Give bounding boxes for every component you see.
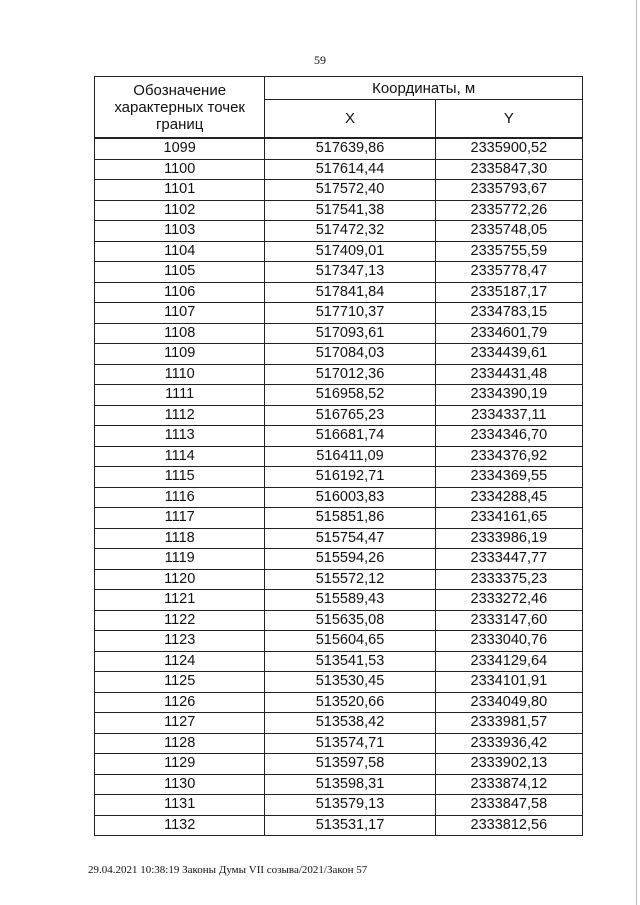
point-id-cell: 1105: [95, 262, 265, 283]
point-header-line-1: Обозначение: [133, 81, 227, 99]
point-header-line-3: границ: [155, 115, 204, 133]
x-coordinate-cell: 517347,13: [265, 262, 435, 283]
y-coordinate-cell: 2333812,56: [435, 815, 582, 836]
point-id-cell: 1111: [95, 385, 265, 406]
table-row: [95, 610, 583, 631]
y-coordinate-cell: 2334101,91: [435, 672, 582, 693]
y-coordinate-cell: 2333447,77: [435, 549, 582, 570]
point-id-cell: 1116: [95, 487, 265, 508]
table-row: [95, 774, 583, 795]
point-id-cell: 1115: [95, 467, 265, 488]
point-id-cell: 1114: [95, 446, 265, 467]
y-coordinate-cell: 2333981,57: [435, 713, 582, 734]
x-coordinate-cell: 515851,86: [265, 508, 435, 529]
table-row: [95, 159, 583, 180]
table-row: [95, 385, 583, 406]
y-coordinate-cell: 2335772,26: [435, 200, 582, 221]
point-id-cell: 1108: [95, 323, 265, 344]
y-coordinate-cell: 2333147,60: [435, 610, 582, 631]
x-coordinate-cell: 517012,36: [265, 364, 435, 385]
y-coordinate-cell: 2334346,70: [435, 426, 582, 447]
table-row: [95, 815, 583, 836]
table-row: [95, 631, 583, 652]
point-id-cell: 1100: [95, 159, 265, 180]
point-id-cell: 1125: [95, 672, 265, 693]
table-row: [95, 754, 583, 775]
table-row: [95, 508, 583, 529]
y-coordinate-cell: 2334376,92: [435, 446, 582, 467]
point-id-cell: 1121: [95, 590, 265, 611]
table-row: [95, 426, 583, 447]
table-row: [95, 528, 583, 549]
y-coordinate-cell: 2335900,52: [435, 138, 582, 159]
x-coordinate-cell: 516411,09: [265, 446, 435, 467]
table-row: [95, 569, 583, 590]
y-coordinate-cell: 2333986,19: [435, 528, 582, 549]
x-coordinate-cell: 516681,74: [265, 426, 435, 447]
table-row: [95, 651, 583, 672]
x-coordinate-cell: 513538,42: [265, 713, 435, 734]
point-id-cell: 1129: [95, 754, 265, 775]
table-row: [95, 672, 583, 693]
point-id-cell: 1112: [95, 405, 265, 426]
x-coordinate-cell: 516192,71: [265, 467, 435, 488]
point-id-cell: 1120: [95, 569, 265, 590]
point-id-cell: 1107: [95, 303, 265, 324]
x-coordinate-cell: 513530,45: [265, 672, 435, 693]
point-id-cell: 1122: [95, 610, 265, 631]
point-id-cell: 1128: [95, 733, 265, 754]
table-row: [95, 221, 583, 242]
x-coordinate-cell: 515572,12: [265, 569, 435, 590]
y-coordinate-cell: 2335755,59: [435, 241, 582, 262]
point-id-cell: 1117: [95, 508, 265, 529]
table-row: [95, 200, 583, 221]
y-coordinate-cell: 2333272,46: [435, 590, 582, 611]
y-coordinate-cell: 2333936,42: [435, 733, 582, 754]
y-coordinate-cell: 2335847,30: [435, 159, 582, 180]
x-coordinate-cell: 517639,86: [265, 138, 435, 159]
x-coordinate-cell: 517541,38: [265, 200, 435, 221]
y-coordinate-cell: 2333040,76: [435, 631, 582, 652]
table-row: [95, 467, 583, 488]
point-id-cell: 1127: [95, 713, 265, 734]
point-id-cell: 1102: [95, 200, 265, 221]
x-coordinate-cell: 513579,13: [265, 795, 435, 816]
y-coordinate-cell: 2334337,11: [435, 405, 582, 426]
table-row: [95, 446, 583, 467]
table-row: [95, 795, 583, 816]
table-row: [95, 180, 583, 201]
page-edge-line: [636, 0, 637, 905]
coordinates-table: [94, 76, 583, 836]
y-coordinate-cell: 2334049,80: [435, 692, 582, 713]
x-coordinate-cell: 513520,66: [265, 692, 435, 713]
y-coordinate-cell: 2334369,55: [435, 467, 582, 488]
point-header-line-2: характерных точек: [114, 98, 245, 116]
x-coordinate-cell: 516003,83: [265, 487, 435, 508]
x-coordinate-cell: 515635,08: [265, 610, 435, 631]
footer-stamp: 29.04.2021 10:38:19 Законы Думы VII созыва/2021/Закон 57: [88, 864, 368, 876]
point-id-cell: 1126: [95, 692, 265, 713]
table-row: [95, 692, 583, 713]
y-coordinate-cell: 2334431,48: [435, 364, 582, 385]
table-row: [95, 549, 583, 570]
point-id-cell: 1109: [95, 344, 265, 365]
point-id-cell: 1130: [95, 774, 265, 795]
point-id-cell: 1113: [95, 426, 265, 447]
table-row: [95, 590, 583, 611]
y-coordinate-cell: 2333874,12: [435, 774, 582, 795]
x-coordinate-cell: 513574,71: [265, 733, 435, 754]
x-coordinate-cell: 513597,58: [265, 754, 435, 775]
y-coordinate-cell: 2335793,67: [435, 180, 582, 201]
x-coordinate-cell: 515594,26: [265, 549, 435, 570]
table-row: [95, 344, 583, 365]
point-id-cell: 1124: [95, 651, 265, 672]
page-number: 59: [314, 53, 326, 67]
table-row: [95, 487, 583, 508]
table-row: [95, 138, 583, 159]
point-id-cell: 1119: [95, 549, 265, 570]
point-id-cell: 1118: [95, 528, 265, 549]
y-coordinate-cell: 2333847,58: [435, 795, 582, 816]
point-id-cell: 1110: [95, 364, 265, 385]
y-header: Y: [435, 100, 582, 138]
point-designation-header: [95, 77, 265, 139]
x-coordinate-cell: 517614,44: [265, 159, 435, 180]
x-coordinate-cell: 516765,23: [265, 405, 435, 426]
x-coordinate-cell: 517093,61: [265, 323, 435, 344]
table-header: [95, 77, 583, 139]
table-body: [95, 138, 583, 836]
y-coordinate-cell: 2334161,65: [435, 508, 582, 529]
x-coordinate-cell: 517710,37: [265, 303, 435, 324]
point-id-cell: 1131: [95, 795, 265, 816]
point-id-cell: 1103: [95, 221, 265, 242]
table-row: [95, 241, 583, 262]
x-coordinate-cell: 513531,17: [265, 815, 435, 836]
coordinates-header: Координаты, м: [265, 77, 583, 100]
x-coordinate-cell: 513598,31: [265, 774, 435, 795]
point-id-cell: 1101: [95, 180, 265, 201]
x-coordinate-cell: 517472,32: [265, 221, 435, 242]
table-row: [95, 282, 583, 303]
x-coordinate-cell: 517409,01: [265, 241, 435, 262]
y-coordinate-cell: 2334783,15: [435, 303, 582, 324]
table-row: [95, 364, 583, 385]
point-id-cell: 1099: [95, 138, 265, 159]
x-coordinate-cell: 517084,03: [265, 344, 435, 365]
table-row: [95, 713, 583, 734]
x-header: X: [265, 100, 435, 138]
y-coordinate-cell: 2334129,64: [435, 651, 582, 672]
table-row: [95, 323, 583, 344]
table-row: [95, 262, 583, 283]
y-coordinate-cell: 2335778,47: [435, 262, 582, 283]
table-row: [95, 405, 583, 426]
point-id-cell: 1123: [95, 631, 265, 652]
y-coordinate-cell: 2334288,45: [435, 487, 582, 508]
y-coordinate-cell: 2333375,23: [435, 569, 582, 590]
y-coordinate-cell: 2335748,05: [435, 221, 582, 242]
point-id-cell: 1104: [95, 241, 265, 262]
y-coordinate-cell: 2333902,13: [435, 754, 582, 775]
x-coordinate-cell: 515754,47: [265, 528, 435, 549]
x-coordinate-cell: 517572,40: [265, 180, 435, 201]
point-id-cell: 1132: [95, 815, 265, 836]
x-coordinate-cell: 516958,52: [265, 385, 435, 406]
x-coordinate-cell: 517841,84: [265, 282, 435, 303]
y-coordinate-cell: 2334601,79: [435, 323, 582, 344]
table-row: [95, 733, 583, 754]
x-coordinate-cell: 513541,53: [265, 651, 435, 672]
y-coordinate-cell: 2334439,61: [435, 344, 582, 365]
x-coordinate-cell: 515589,43: [265, 590, 435, 611]
x-coordinate-cell: 515604,65: [265, 631, 435, 652]
point-id-cell: 1106: [95, 282, 265, 303]
y-coordinate-cell: 2335187,17: [435, 282, 582, 303]
table-row: [95, 303, 583, 324]
y-coordinate-cell: 2334390,19: [435, 385, 582, 406]
